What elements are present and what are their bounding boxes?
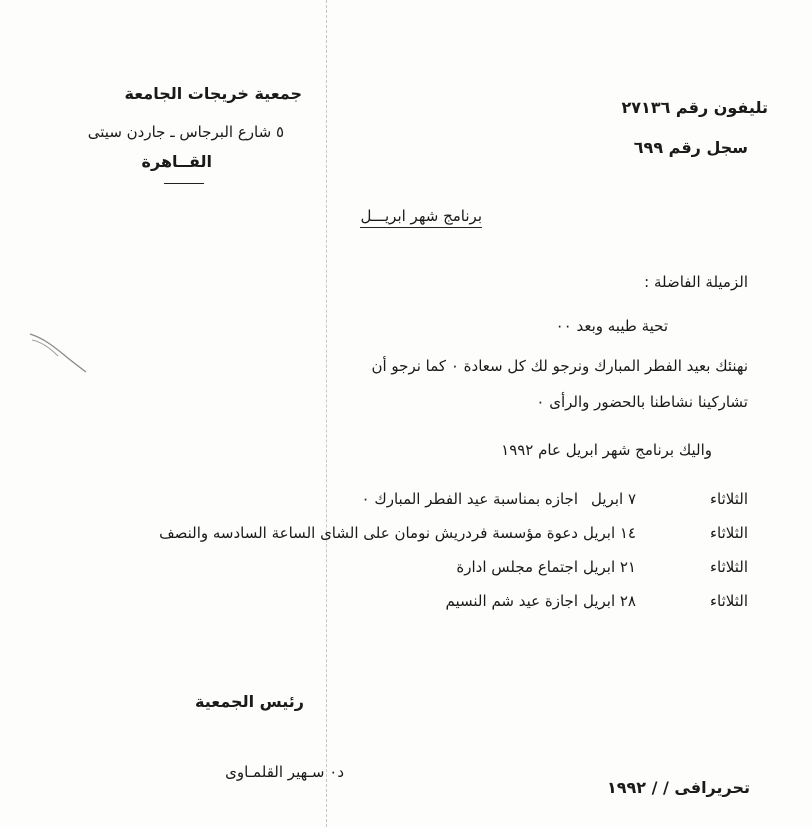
schedule-intro: واليك برنامج شهر ابريل عام ١٩٩٢ [501,441,712,459]
fold-line [326,0,327,827]
schedule-row [48,592,748,614]
body-line-1: نهنئك بعيد الفطر المبارك ونرجو لك كل سعادة ٠ كما نرجو أن [371,357,748,375]
schedule-date: ٢١ ابريل [582,558,636,576]
schedule-day: الثلاثاء [709,524,748,542]
header-rule [164,183,204,184]
president-name: د٠ سـهير القلمـاوى [225,763,344,781]
schedule-day: الثلاثاء [709,490,748,508]
schedule-row [48,490,748,512]
date-line: تحريرافى / / ١٩٩٢ [606,778,750,797]
registry-number: سجل رقم ٦٩٩ [633,138,748,157]
org-city: القــاهرة [141,152,212,171]
salutation: الزميلة الفاضلة : [644,273,748,291]
page-title: برنامج شهر ابريـــل [360,206,482,226]
opening-line: تحية طيبه وبعد ٠٠ [555,317,668,335]
schedule-event: اجتماع مجلس ادارة [456,558,578,576]
phone-number: تليفون رقم ٢٧١٣٦ [621,98,768,117]
schedule-date: ١٤ ابريل [582,524,636,542]
scratch-mark [28,326,88,376]
schedule-event: اجازة عيد شم النسيم [445,592,578,610]
body-line-2: تشاركينا نشاطنا بالحضور والرأى ٠ [536,393,748,411]
schedule-row [48,524,748,546]
schedule-day: الثلاثاء [709,558,748,576]
schedule-row [48,558,748,580]
schedule-event: اجازه بمناسبة عيد الفطر المبارك ٠ [361,490,578,508]
schedule-day: الثلاثاء [709,592,748,610]
org-name: جمعية خريجات الجامعة [124,84,302,103]
president-title: رئيس الجمعية [195,692,304,711]
schedule-date: ٧ ابريل [591,490,636,508]
schedule-date: ٢٨ ابريل [582,592,636,610]
org-address: ٥ شارع البرجاس ـ جاردن سيتى [87,123,284,141]
schedule-event: دعوة مؤسسة فردريش نومان على الشاى الساعة السادسه والنصف [159,524,578,542]
